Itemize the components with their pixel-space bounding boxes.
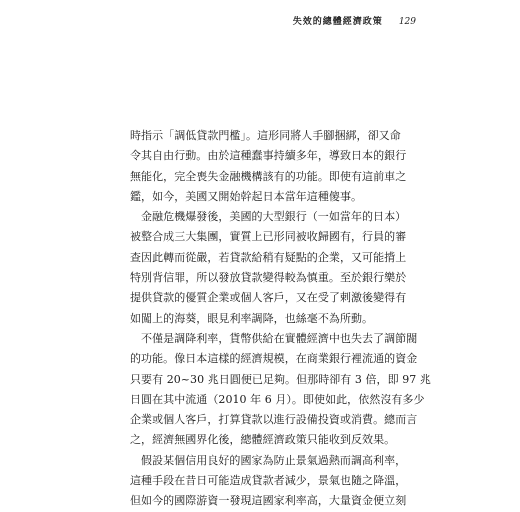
text-line: 日圓在其中流通（2010 年 6 月）。即使如此，依然沒有多少 [130, 392, 425, 406]
paragraph [130, 207, 407, 329]
text-line: 令其自由行動。由於這種蠢事持續多年，導致日本的銀行 [130, 149, 407, 163]
paragraph [130, 451, 407, 512]
text-line: 如闖上的海葵，眼見利率調降，也絲毫不為所動。 [130, 311, 374, 325]
chapter-title: 失效的總體經濟政策 [292, 17, 383, 27]
text-line: 這種手段在昔日可能造成貸款者減少，景氣也隨之降溫， [130, 474, 407, 488]
paragraph [130, 126, 407, 207]
text-line: 提供貸款的優質企業或個人客戶，又在受了剌激後變得有 [130, 291, 407, 305]
text-line: 特別背信罪，所以發放貸款變得較為慎重。至於銀行樂於 [130, 271, 407, 285]
text-line: 查因此轉而從嚴，若貸款給稍有疑點的企業，又可能揹上 [130, 250, 407, 264]
text-line: 金融危機爆發後，美國的大型銀行（一如當年的日本） [141, 210, 407, 224]
body-text [130, 126, 431, 512]
text-line: 被整合成三大集團，實質上已形同被收歸國有，行員的審 [130, 230, 407, 244]
paragraph [130, 329, 431, 451]
running-header [293, 14, 416, 27]
text-line: 之，經濟無國界化後，總體經濟政策只能收到反效果。 [130, 433, 396, 447]
text-line: 鑑，如今，美國又開始幹起日本當年這種傻事。 [130, 189, 363, 203]
text-line: 無能化，完全喪失金融機構該有的功能。即使有這前車之 [130, 169, 407, 183]
text-line: 企業或個人客戶，打算貸款以進行設備投資或消費。總而言 [130, 413, 418, 427]
text-line: 假設某個信用良好的國家為防止景氣過熱而調高利率， [141, 453, 407, 467]
text-line: 的功能。像日本這樣的經濟規模，在商業銀行裡流通的資金 [130, 352, 418, 366]
page-number: 129 [398, 17, 416, 27]
text-line: 但如今的國際游資一發現這國家利率高，大量資金便立刻 [130, 494, 407, 508]
text-line: 只要有 20~30 兆日圓便已足夠。但那時卻有 3 倍，即 97 兆 [130, 372, 431, 386]
text-line: 時指示「調低貸款門檻」。這形同將人手腳捆綁，卻又命 [130, 129, 401, 142]
text-line: 不僅是調降利率，貨幣供給在實體經濟中也失去了調節閥 [141, 331, 418, 345]
